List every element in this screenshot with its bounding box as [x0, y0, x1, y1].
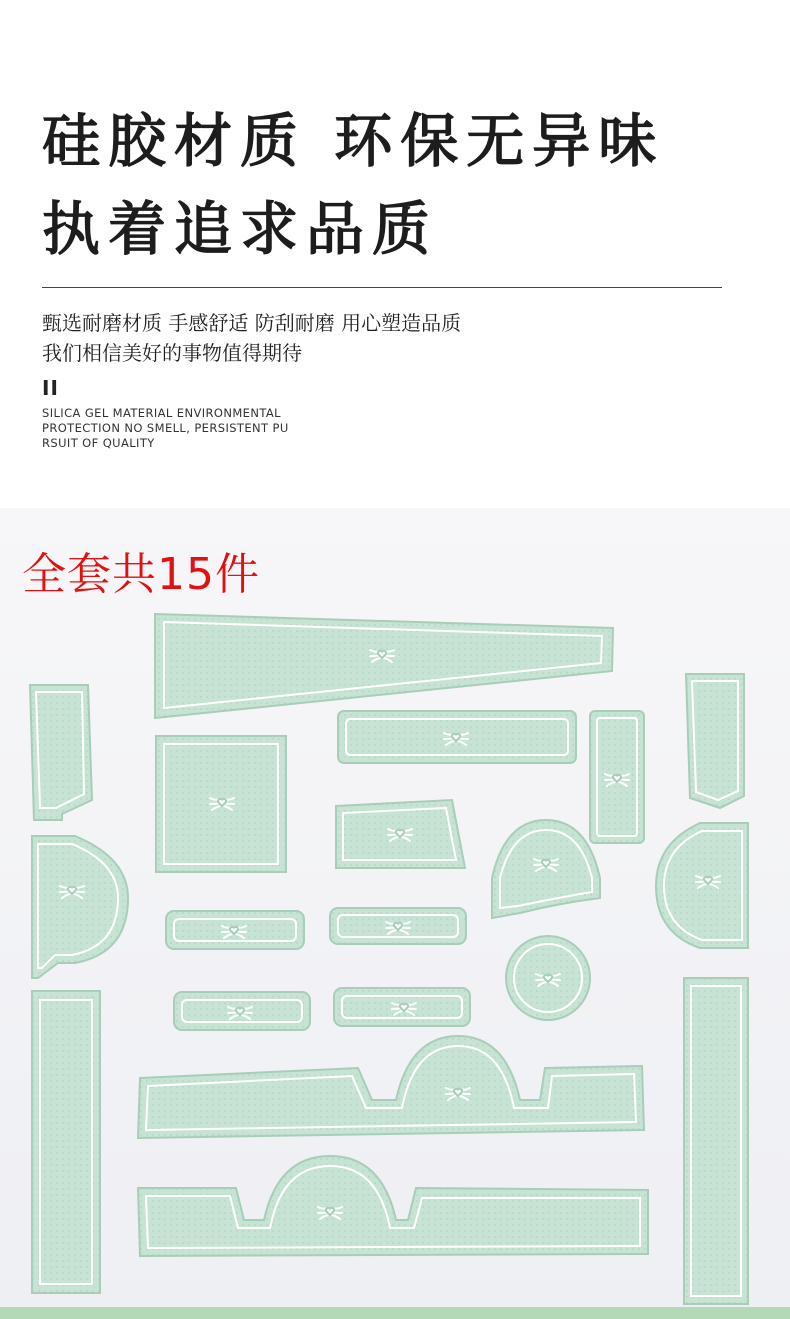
headline-line-2: 执着追求品质	[42, 195, 439, 263]
piece-count-label: 全套共15件	[22, 549, 260, 600]
mat-small-vertical	[590, 711, 644, 843]
english-description: SILICA GEL MATERIAL ENVIRONMENTAL PROTECTION NO SMELL, PERSISTENT PU RSUIT OF QUALITY	[42, 406, 289, 450]
description-line-2: 我们相信美好的事物值得期待	[42, 341, 302, 365]
mat-square	[156, 736, 286, 872]
product-photo	[0, 508, 790, 1319]
mat-top-wedge	[155, 614, 613, 718]
mat-bar-top	[338, 711, 576, 763]
mat-circle	[506, 936, 590, 1020]
mat-trapezoid	[336, 800, 465, 868]
section-mark: II	[42, 376, 59, 400]
mat-bar-small-4	[334, 988, 470, 1026]
bottom-color-band	[0, 1307, 790, 1319]
mat-bar-small-3	[174, 992, 310, 1030]
divider-line	[42, 287, 722, 288]
mat-bottom-bar-2	[138, 1156, 648, 1256]
headline-line-1: 硅胶材质 环保无异味	[42, 107, 665, 175]
silicone-mats-illustration	[0, 508, 790, 1319]
mat-bar-small-2	[330, 908, 466, 944]
description-line-1: 甄选耐磨材质 手感舒适 防刮耐磨 用心塑造品质	[42, 311, 462, 335]
mat-right-tall	[656, 674, 748, 1304]
mat-arch	[492, 820, 600, 918]
mat-bottom-bar-1	[138, 1036, 644, 1138]
mat-bar-small-1	[166, 911, 304, 949]
mat-left-tall	[30, 685, 128, 1293]
